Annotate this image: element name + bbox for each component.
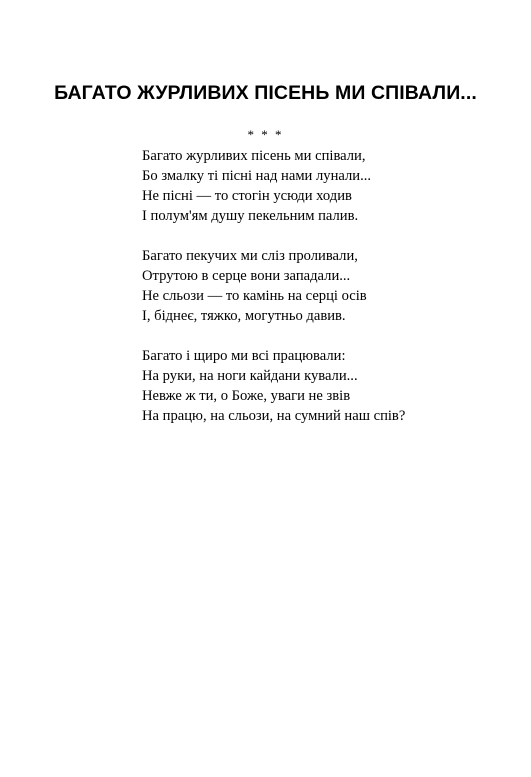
poem-line: Багато пекучих ми сліз проливали, bbox=[142, 248, 358, 264]
stanza-1 bbox=[142, 146, 502, 226]
poem-title: БАГАТО ЖУРЛИВИХ ПІСЕНЬ МИ СПІВАЛИ... bbox=[54, 82, 477, 104]
poem-line: Отрутою в серце вони западали... bbox=[142, 268, 351, 284]
poem-line: Багато і щиро ми всі працювали: bbox=[142, 348, 346, 364]
poem-line: І полум'ям душу пекельним палив. bbox=[142, 208, 359, 224]
poem-line: Бо змалку ті пісні над нами лунали... bbox=[142, 168, 372, 184]
stanza-2 bbox=[142, 246, 502, 326]
poem-line: Не пісні — то стогін усюди ходив bbox=[142, 188, 352, 204]
poem-line: Багато журливих пісень ми співали, bbox=[142, 148, 366, 164]
poem-line: Не сльози — то камінь на серці осів bbox=[142, 288, 367, 304]
poem-line: І, біднеє, тяжко, могутньо давив. bbox=[142, 308, 346, 324]
poem-line: На працю, на сльози, на сумний наш спів? bbox=[142, 408, 406, 424]
stanza-3 bbox=[142, 346, 502, 426]
poem-line: На руки, на ноги кайдани кували... bbox=[142, 368, 358, 384]
poem-line: Невже ж ти, о Боже, уваги не звів bbox=[142, 388, 351, 404]
section-separator: * * * bbox=[247, 127, 284, 142]
poem-body bbox=[142, 146, 502, 446]
